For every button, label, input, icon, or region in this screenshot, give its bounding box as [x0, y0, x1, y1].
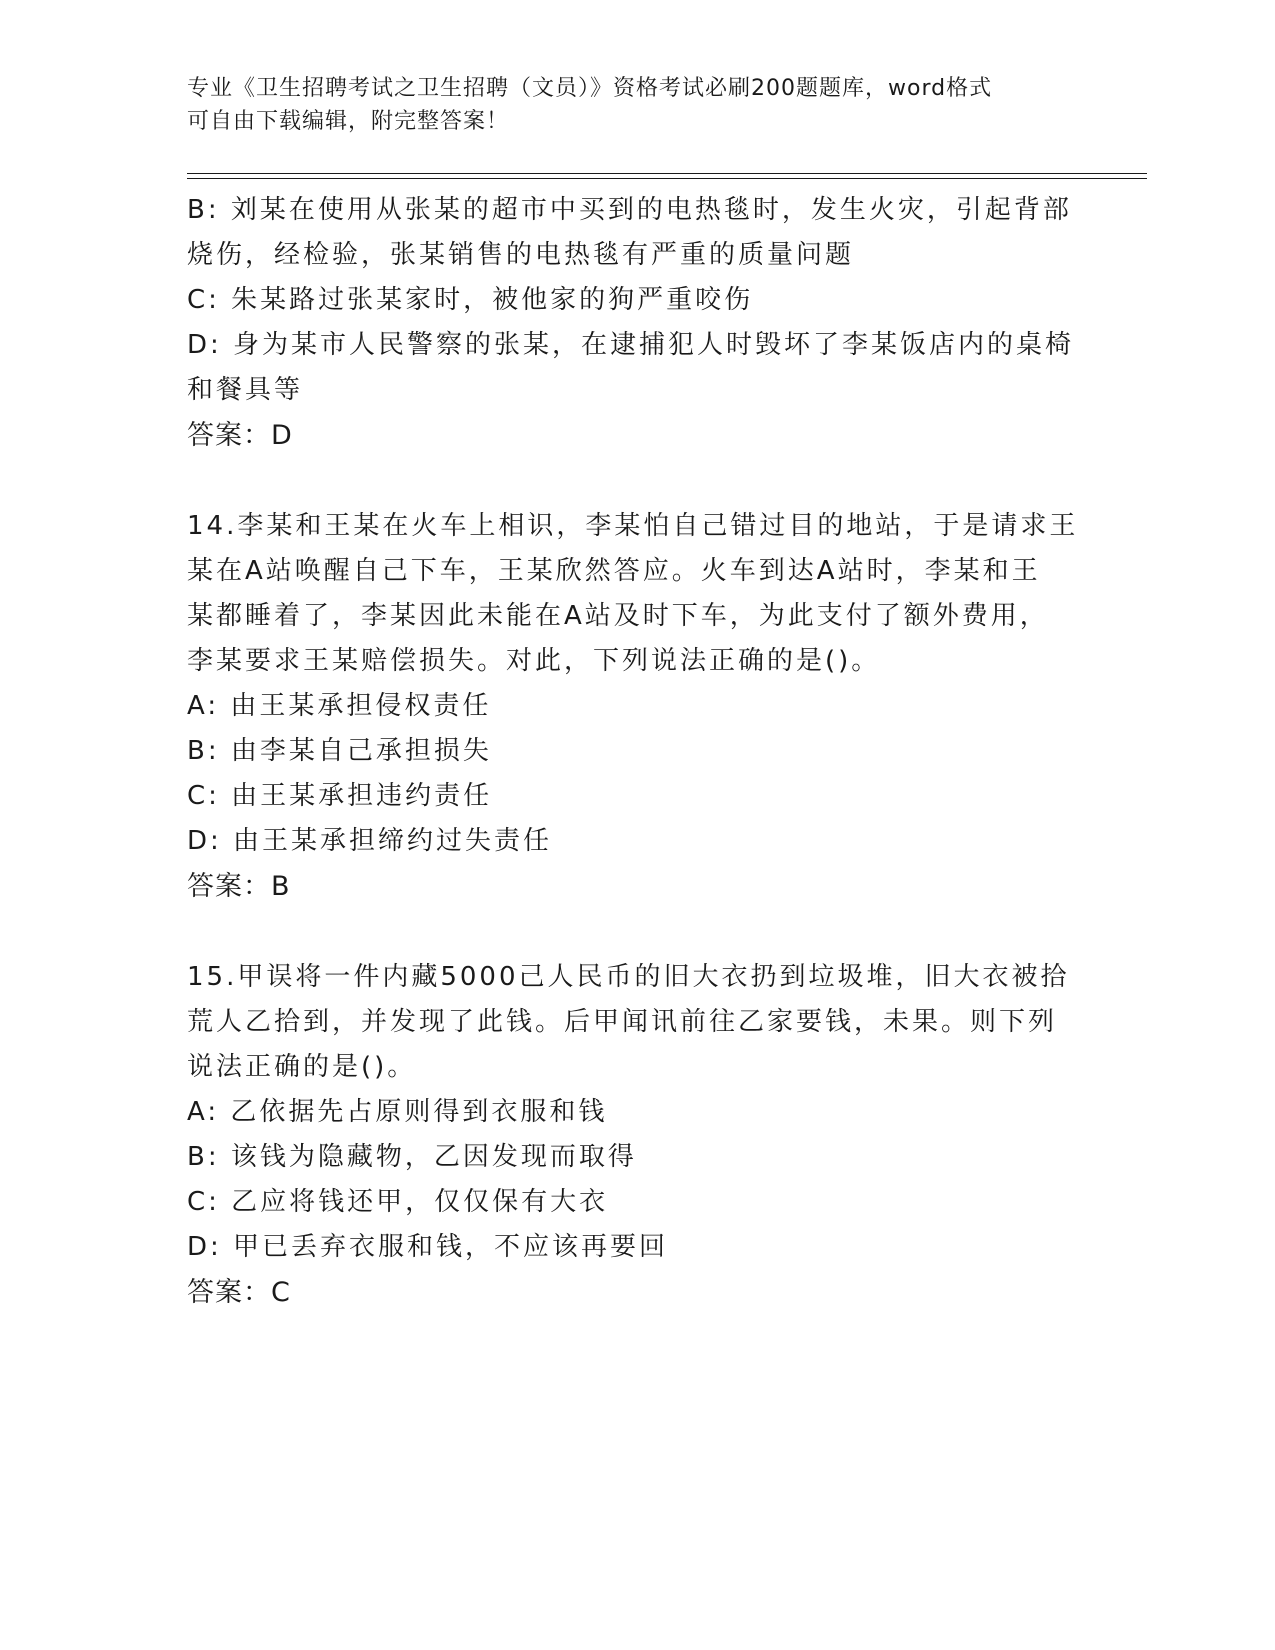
question-stem-line-4: 李某要求王某赔偿损失。对此，下列说法正确的是()。 [187, 646, 881, 676]
question-stem-line-1: 14.李某和王某在火车上相识，李某怕自己错过目的地站，于是请求王 [187, 511, 1079, 541]
header-rule-top [187, 173, 1147, 174]
option-c: C: 朱某路过张某家时，被他家的狗严重咬伤 [187, 285, 754, 315]
answer-label: 答案：B [187, 871, 291, 902]
answer-label: 答案：D [187, 420, 293, 451]
header-line-1: 专业《卫生招聘考试之卫生招聘（文员）》资格考试必刷200题题库，word格式 [187, 76, 993, 101]
question-stem-line-2: 某在A站唤醒自己下车，王某欣然答应。火车到达A站时，李某和王 [187, 556, 1041, 586]
option-c: C: 乙应将钱还甲，仅仅保有大衣 [187, 1187, 609, 1217]
option-b: B: 该钱为隐藏物，乙因发现而取得 [187, 1142, 637, 1172]
question-stem-line-1: 15.甲误将一件内藏5000己人民币的旧大衣扔到垃圾堆，旧大衣被拾 [187, 962, 1070, 992]
option-d: D: 由王某承担缔约过失责任 [187, 826, 553, 856]
option-b: B: 由李某自己承担损失 [187, 736, 492, 766]
question-stem-line-3: 某都睡着了，李某因此未能在A站及时下车，为此支付了额外费用， [187, 601, 1049, 631]
option-a: A: 由王某承担侵权责任 [187, 691, 492, 721]
option-b-line-1: B: 刘某在使用从张某的超市中买到的电热毯时，发生火灾，引起背部 [187, 195, 1072, 225]
question-13-continued [187, 188, 1075, 459]
option-d-line-2: 和餐具等 [187, 375, 304, 405]
question-stem-line-3: 说法正确的是()。 [187, 1052, 417, 1082]
option-d: D: 甲已丢弃衣服和钱，不应该再要回 [187, 1232, 669, 1262]
answer-label: 答案：C [187, 1277, 291, 1308]
option-c: C: 由王某承担违约责任 [187, 781, 493, 811]
question-14 [187, 504, 1079, 910]
option-d-line-1: D: 身为某市人民警察的张某，在逮捕犯人时毁坏了李某饭店内的桌椅 [187, 330, 1075, 360]
question-stem-line-2: 荒人乙拾到，并发现了此钱。后甲闻讯前往乙家要钱，未果。则下列 [187, 1007, 1058, 1037]
document-header [187, 72, 1067, 138]
option-a: A: 乙依据先占原则得到衣服和钱 [187, 1097, 608, 1127]
document-body [187, 188, 1079, 1316]
question-spacer [187, 910, 1067, 955]
question-spacer [187, 459, 1067, 504]
header-line-2: 可自由下载编辑，附完整答案！ [187, 109, 510, 134]
question-15 [187, 955, 1070, 1316]
header-rule-bottom [187, 178, 1147, 179]
option-b-line-2: 烧伤，经检验，张某销售的电热毯有严重的质量问题 [187, 240, 855, 270]
